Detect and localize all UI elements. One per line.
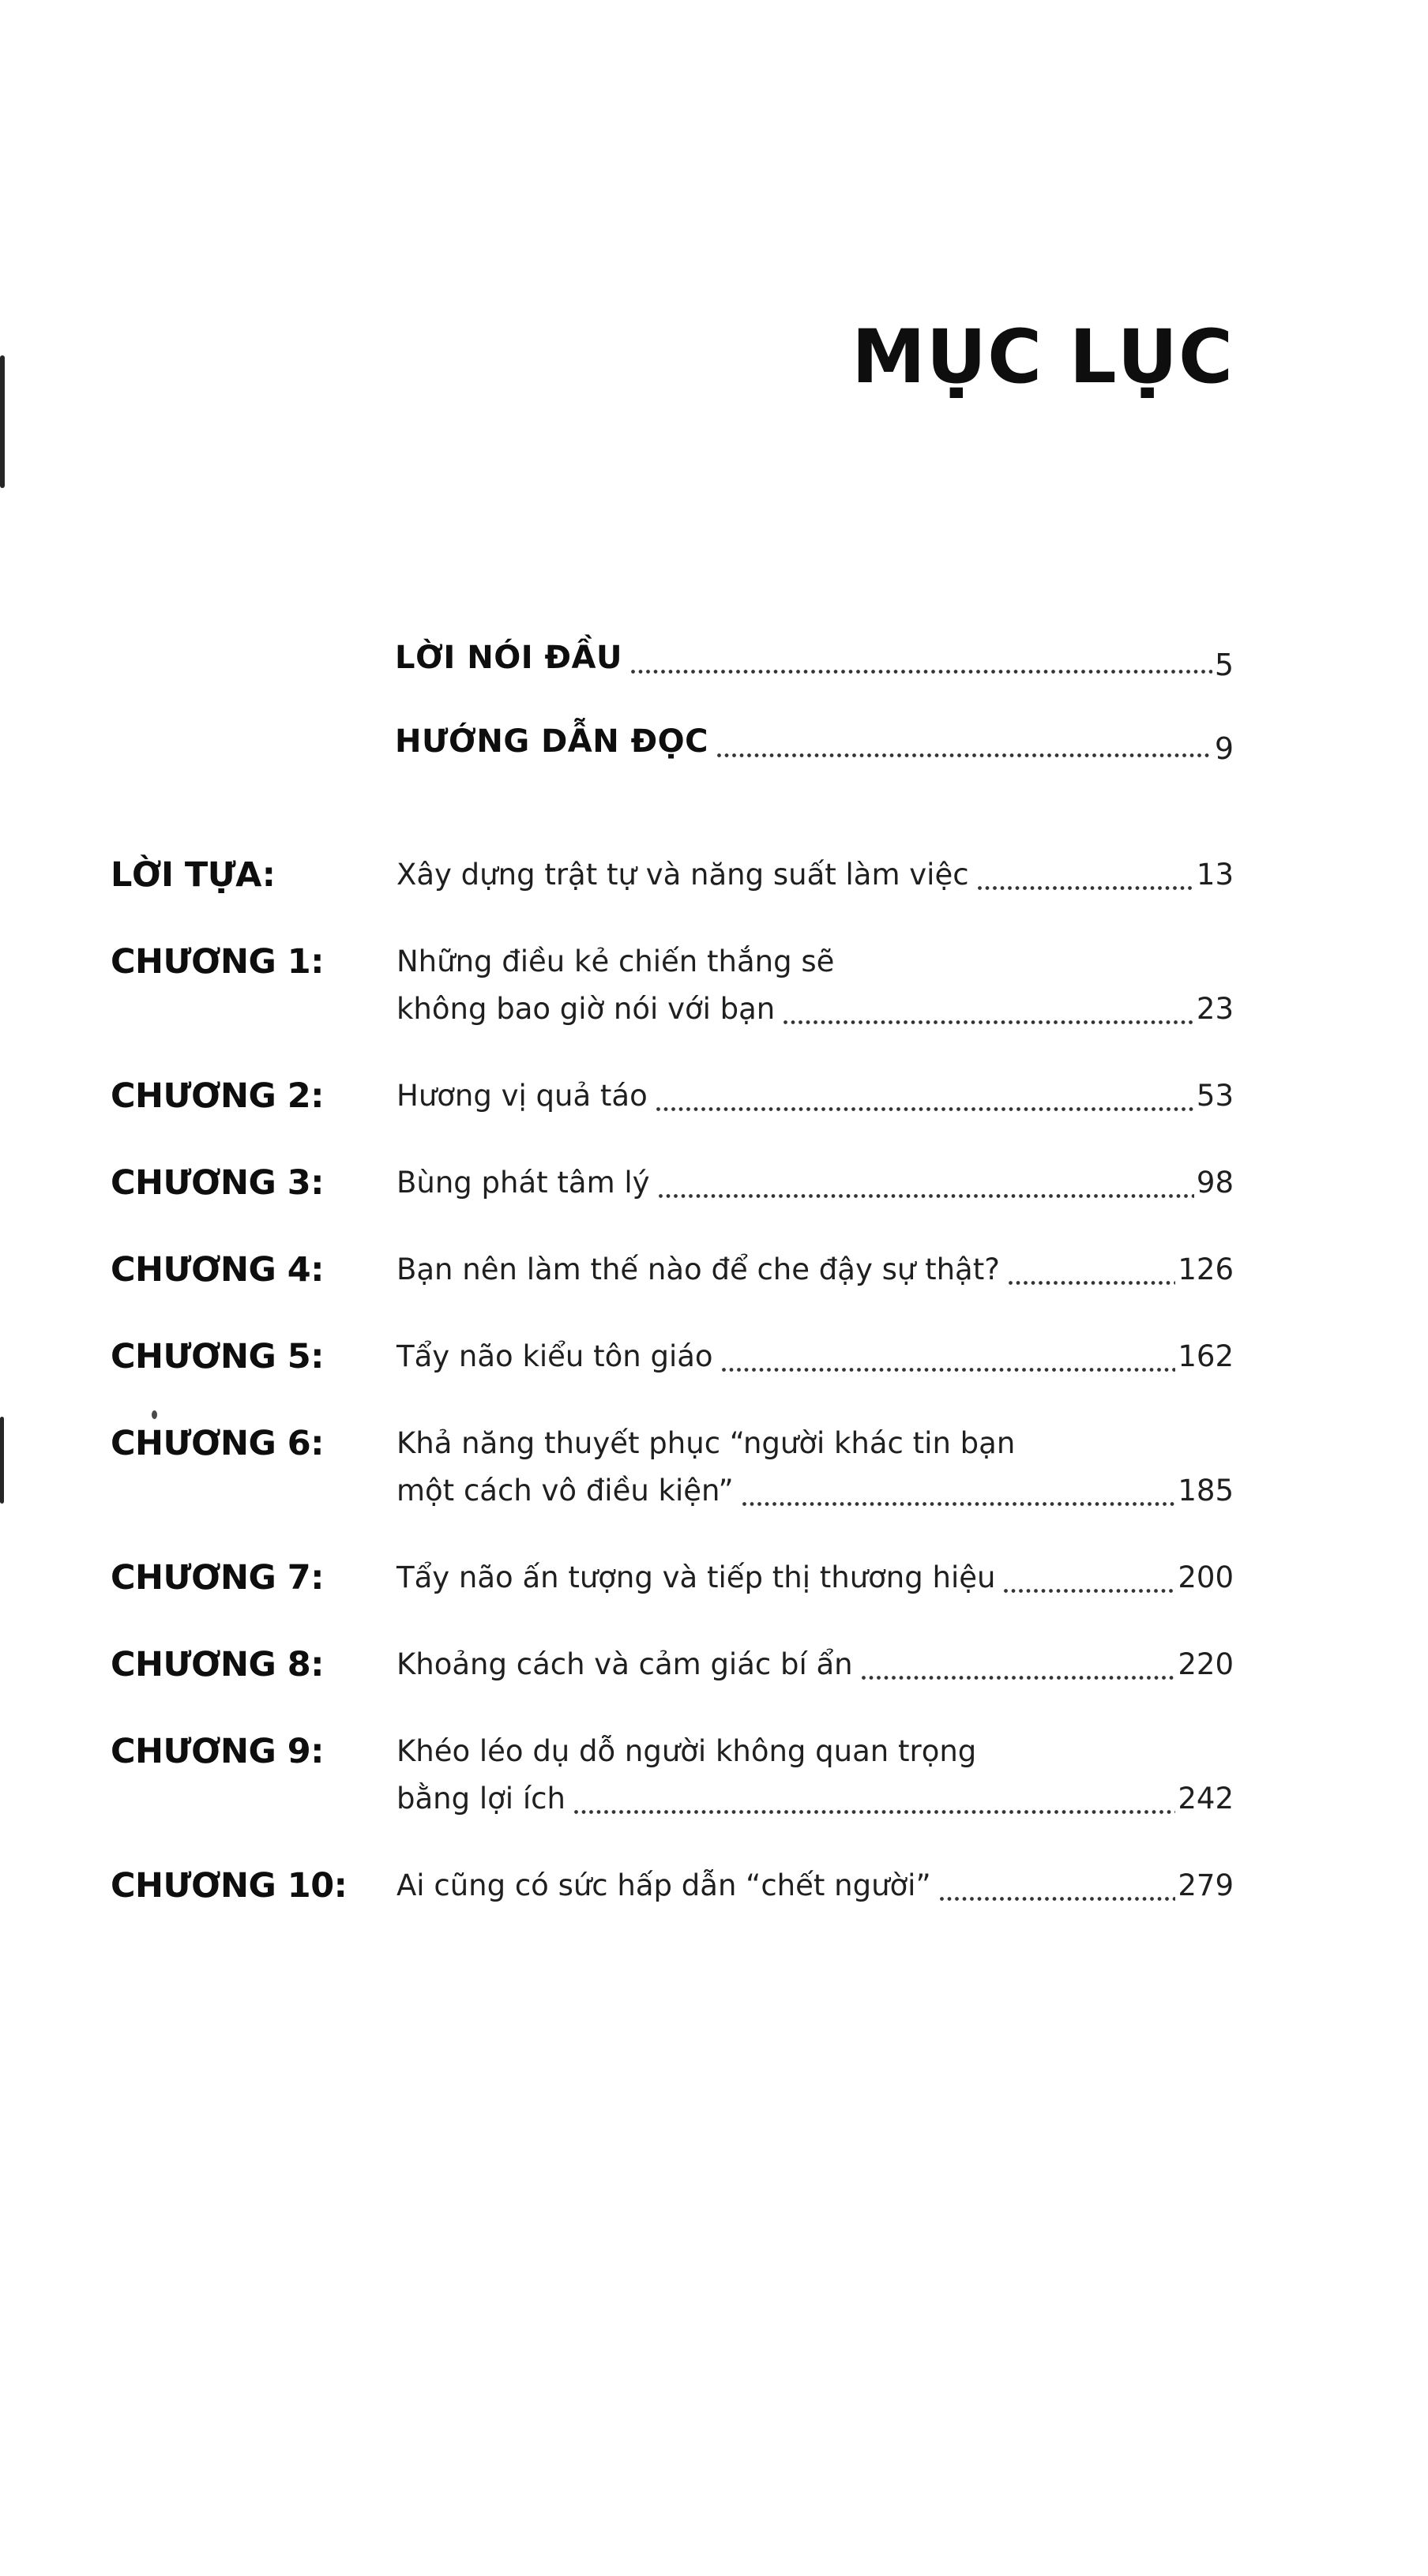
page-number: 162	[1178, 1339, 1234, 1373]
page-number: 185	[1178, 1474, 1234, 1508]
chapter-title-line	[396, 1775, 1234, 1823]
chapter-title-text: Khả năng thuyết phục “người khác tin bạn	[396, 1426, 1016, 1460]
chapter-title-block	[396, 851, 1234, 899]
toc-page	[0, 314, 1428, 1909]
dot-leader-icon	[716, 753, 1212, 758]
toc-entry	[111, 1641, 1234, 1688]
chapter-title-block	[396, 1641, 1234, 1688]
scan-speck	[152, 1410, 157, 1419]
chapter-title-block	[396, 1728, 1234, 1823]
toc-entry	[111, 1159, 1234, 1207]
scan-artifact	[0, 355, 5, 488]
chapter-label: LỜI TỰA:	[111, 855, 276, 895]
dot-leader-icon	[861, 1675, 1176, 1680]
chapter-list	[111, 851, 1234, 1909]
chapter-title-line	[396, 1728, 1234, 1775]
front-matter-title: HƯỚNG DẪN ĐỌC	[395, 723, 709, 760]
chapter-title-block	[396, 1420, 1234, 1515]
chapter-title-block	[396, 1159, 1234, 1207]
chapter-label: CHƯƠNG 5:	[111, 1337, 324, 1376]
toc-entry	[111, 1554, 1234, 1602]
toc-entry	[111, 1072, 1234, 1120]
chapter-title-text: Những điều kẻ chiến thắng sẽ	[396, 944, 835, 978]
chapter-title-line	[396, 1072, 1234, 1120]
dot-leader-icon	[630, 669, 1212, 674]
chapter-title-text: Xây dựng trật tự và năng suất làm việc	[396, 858, 969, 892]
page-number: 279	[1178, 1868, 1234, 1902]
chapter-title-line	[396, 986, 1234, 1033]
chapter-title-block	[396, 1862, 1234, 1909]
dot-leader-icon	[783, 1020, 1194, 1025]
page-number: 242	[1178, 1782, 1234, 1816]
chapter-title-line	[396, 1333, 1234, 1380]
chapter-title-line	[396, 1467, 1234, 1515]
dot-leader-icon	[939, 1896, 1176, 1902]
toc-entry	[111, 851, 1234, 899]
chapter-title-line	[396, 851, 1234, 899]
page-number: 23	[1196, 992, 1234, 1026]
chapter-label: CHƯƠNG 3:	[111, 1163, 324, 1203]
chapter-title-line	[396, 1159, 1234, 1207]
chapter-title-block	[396, 1072, 1234, 1120]
chapter-title-line	[396, 1862, 1234, 1909]
page-number: 5	[1214, 648, 1234, 682]
chapter-title-text: Hương vị quả táo	[396, 1079, 648, 1113]
chapter-title-block	[396, 938, 1234, 1033]
chapter-title-line	[396, 938, 1234, 986]
chapter-title-block	[396, 1554, 1234, 1602]
front-matter-list	[395, 633, 1234, 766]
dot-leader-icon	[977, 885, 1194, 891]
chapter-label: CHƯƠNG 2:	[111, 1076, 324, 1116]
page-number: 13	[1196, 858, 1234, 892]
toc-entry	[111, 1333, 1234, 1380]
chapter-title-text: Tẩy não kiểu tôn giáo	[396, 1339, 713, 1373]
page-number: 220	[1178, 1647, 1234, 1681]
page-number: 53	[1196, 1079, 1234, 1113]
chapter-title-block	[396, 1246, 1234, 1294]
front-matter-entry	[395, 717, 1234, 766]
chapter-title-line	[396, 1246, 1234, 1294]
dot-leader-icon	[1008, 1280, 1176, 1286]
chapter-title-text: Khéo léo dụ dỗ người không quan trọng	[396, 1734, 977, 1768]
chapter-title-text: Bạn nên làm thế nào để che đậy sự thật?	[396, 1252, 1000, 1286]
chapter-title-text: một cách vô điều kiện”	[396, 1474, 734, 1508]
chapter-label: CHƯƠNG 8:	[111, 1645, 324, 1684]
dot-leader-icon	[658, 1193, 1194, 1199]
chapter-title-line	[396, 1420, 1234, 1467]
chapter-title-text: bằng lợi ích	[396, 1782, 566, 1816]
chapter-label: CHƯƠNG 1:	[111, 942, 324, 982]
chapter-title-block	[396, 1333, 1234, 1380]
page-number: 98	[1196, 1166, 1234, 1200]
dot-leader-icon	[1003, 1588, 1175, 1594]
dot-leader-icon	[742, 1501, 1176, 1507]
chapter-label: CHƯƠNG 6:	[111, 1424, 324, 1463]
dot-leader-icon	[573, 1809, 1175, 1815]
chapter-label: CHƯƠNG 4:	[111, 1250, 324, 1290]
chapter-title-line	[396, 1554, 1234, 1602]
page-number: 200	[1178, 1560, 1234, 1594]
dot-leader-icon	[656, 1106, 1194, 1112]
toc-entry	[111, 1420, 1234, 1515]
chapter-title-line	[396, 1641, 1234, 1688]
toc-entry	[111, 1246, 1234, 1294]
page-title: MỤC LỤC	[851, 314, 1234, 400]
chapter-title-text: Tẩy não ấn tượng và tiếp thị thương hiệu	[396, 1560, 996, 1594]
toc-entry	[111, 1728, 1234, 1823]
chapter-title-text: không bao giờ nói với bạn	[396, 992, 776, 1026]
chapter-title-text: Bùng phát tâm lý	[396, 1166, 650, 1200]
toc-entry	[111, 1862, 1234, 1909]
chapter-label: CHƯƠNG 9:	[111, 1732, 324, 1771]
dot-leader-icon	[721, 1367, 1176, 1372]
page-number: 9	[1214, 731, 1234, 766]
chapter-label: CHƯƠNG 10:	[111, 1866, 348, 1906]
chapter-title-text: Ai cũng có sức hấp dẫn “chết người”	[396, 1868, 931, 1902]
chapter-title-text: Khoảng cách và cảm giác bí ẩn	[396, 1647, 853, 1681]
toc-entry	[111, 938, 1234, 1033]
front-matter-entry	[395, 633, 1234, 682]
front-matter-title: LỜI NÓI ĐẦU	[395, 640, 622, 676]
chapter-label: CHƯƠNG 7:	[111, 1558, 324, 1598]
scan-artifact	[0, 1417, 4, 1504]
page-number: 126	[1178, 1252, 1234, 1286]
